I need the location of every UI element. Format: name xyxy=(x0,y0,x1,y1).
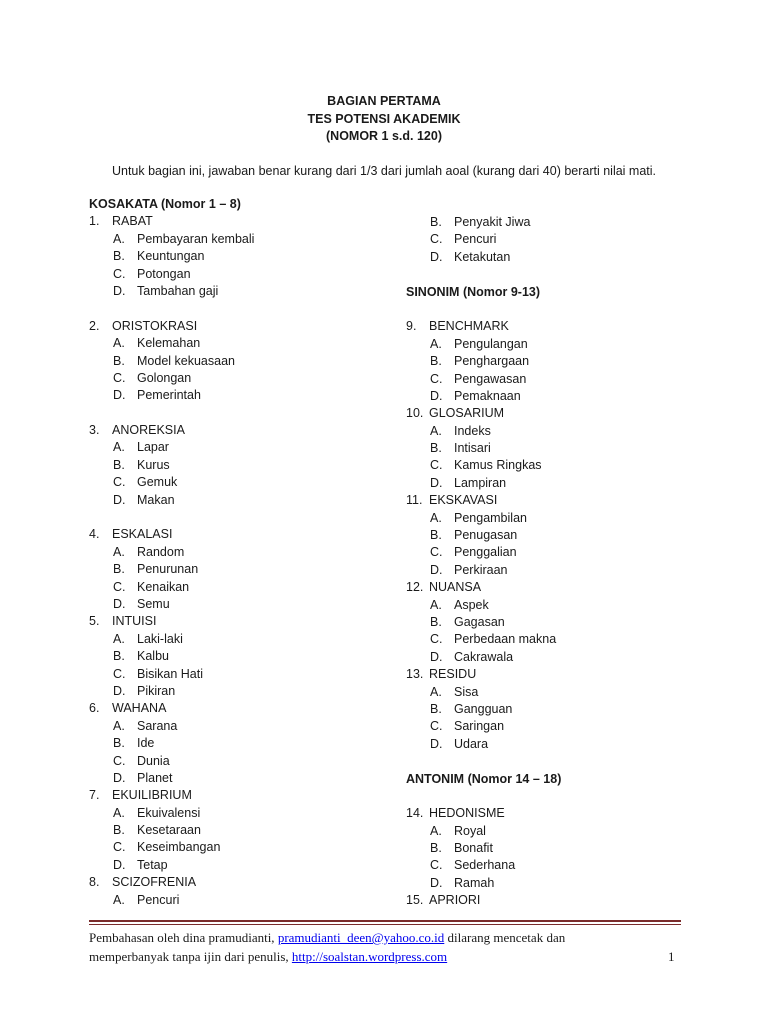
option-letter: D. xyxy=(430,388,443,403)
option-c xyxy=(406,457,706,474)
option-text: Random xyxy=(137,544,185,559)
spacer xyxy=(89,509,379,526)
spacer xyxy=(406,301,706,318)
option-letter: A. xyxy=(430,597,442,612)
option-text: Pemaknaan xyxy=(454,388,521,403)
option-b xyxy=(89,822,379,839)
option-text: Kalbu xyxy=(137,649,169,664)
question-number: 8. xyxy=(89,875,100,890)
header-line-1: BAGIAN PERTAMA xyxy=(327,94,441,108)
option-d xyxy=(89,492,379,509)
page-number: 1 xyxy=(668,949,675,964)
footer-text: dilarang mencetak dan xyxy=(444,930,566,945)
option-letter: B. xyxy=(113,353,125,368)
option-letter: B. xyxy=(430,354,442,369)
option-letter: B. xyxy=(430,528,442,543)
option-text: Kelemahan xyxy=(137,336,201,351)
question-4 xyxy=(89,526,379,613)
header-line-2: TES POTENSI AKADEMIK xyxy=(307,111,461,126)
option-text: Kenaikan xyxy=(137,579,190,594)
option-a xyxy=(406,684,706,701)
option-a xyxy=(406,510,706,527)
question-number: 12. xyxy=(406,580,424,595)
option-c xyxy=(406,231,706,248)
option-text: Sisa xyxy=(454,684,479,699)
option-a xyxy=(89,439,379,456)
option-letter: A. xyxy=(113,544,125,559)
footer-text: memperbanyak tanpa ijin dari penulis, xyxy=(89,949,292,964)
option-letter: B. xyxy=(430,841,442,856)
spacer xyxy=(406,266,706,283)
option-text: Pengawasan xyxy=(454,371,527,386)
option-letter: C. xyxy=(430,632,443,647)
footer-text: Pembahasan oleh dina pramudianti, xyxy=(89,930,278,945)
question-10 xyxy=(406,405,706,492)
question-13 xyxy=(406,666,706,753)
option-text: Royal xyxy=(454,823,486,838)
option-text: Kamus Ringkas xyxy=(454,458,542,473)
option-letter: D. xyxy=(430,875,443,890)
option-c xyxy=(89,266,379,283)
option-c xyxy=(406,544,706,561)
option-b xyxy=(406,840,706,857)
option-d xyxy=(406,388,706,405)
option-letter: D. xyxy=(430,249,443,264)
option-c xyxy=(89,579,379,596)
option-letter: B. xyxy=(113,457,125,472)
question-number: 9. xyxy=(406,319,417,334)
question-word: NUANSA xyxy=(429,580,482,595)
option-letter: C. xyxy=(113,579,126,594)
question-word: APRIORI xyxy=(429,893,481,908)
footer-divider-thin xyxy=(89,924,681,925)
question-number: 4. xyxy=(89,527,100,542)
option-letter: C. xyxy=(430,458,443,473)
option-text: Penyakit Jiwa xyxy=(454,215,531,229)
header-line-3: (NOMOR 1 s.d. 120) xyxy=(326,129,442,143)
option-letter: B. xyxy=(430,215,442,229)
question-number: 2. xyxy=(89,318,100,333)
option-d xyxy=(89,857,379,874)
question-8 xyxy=(89,874,379,909)
right-column xyxy=(406,214,706,910)
option-a xyxy=(89,718,379,735)
option-d xyxy=(89,283,379,300)
question-2 xyxy=(89,318,379,405)
option-text: Pemerintah xyxy=(137,388,201,403)
option-a xyxy=(89,335,379,352)
question-word: RABAT xyxy=(112,214,153,229)
option-c xyxy=(89,370,379,387)
question-word: HEDONISME xyxy=(429,806,505,821)
spacer xyxy=(89,300,379,317)
option-letter: A. xyxy=(430,336,442,351)
option-text: Pencuri xyxy=(454,232,497,247)
option-text: Keseimbangan xyxy=(137,840,221,855)
option-letter: A. xyxy=(430,423,442,438)
option-text: Model kekuasaan xyxy=(137,353,235,368)
option-letter: D. xyxy=(113,283,126,298)
question-word: ESKALASI xyxy=(112,527,173,542)
option-c xyxy=(89,839,379,856)
option-letter: A. xyxy=(113,805,125,820)
option-letter: D. xyxy=(113,492,126,507)
option-text: Cakrawala xyxy=(454,649,514,664)
spacer xyxy=(406,753,706,770)
option-c xyxy=(406,718,706,735)
option-text: Laki-laki xyxy=(137,631,183,646)
option-a xyxy=(406,423,706,440)
option-letter: D. xyxy=(430,649,443,664)
option-letter: A. xyxy=(113,440,125,455)
section-antonim: ANTONIM (Nomor 14 – 18) xyxy=(406,771,562,786)
question-number: 1. xyxy=(89,214,100,229)
question-word: EKUILIBRIUM xyxy=(112,788,192,803)
spacer xyxy=(406,788,706,805)
option-b xyxy=(406,214,706,231)
option-b xyxy=(89,735,379,752)
option-text: Tetap xyxy=(137,857,168,872)
left-column xyxy=(89,196,379,909)
question-word: INTUISI xyxy=(112,614,157,629)
option-letter: C. xyxy=(113,475,126,490)
option-a xyxy=(89,544,379,561)
section-kosakata: KOSAKATA (Nomor 1 – 8) xyxy=(89,197,241,211)
option-letter: B. xyxy=(113,736,125,751)
option-text: Perkiraan xyxy=(454,562,508,577)
option-b xyxy=(89,248,379,265)
option-letter: B. xyxy=(430,614,442,629)
option-text: Sederhana xyxy=(454,858,516,873)
option-letter: C. xyxy=(430,371,443,386)
option-text: Planet xyxy=(137,770,173,785)
option-letter: A. xyxy=(113,718,125,733)
question-word: GLOSARIUM xyxy=(429,406,505,421)
option-c xyxy=(89,474,379,491)
footer-email-link[interactable]: pramudianti_deen@yahoo.co.id xyxy=(277,930,445,945)
option-text: Golongan xyxy=(137,370,192,385)
option-text: Gagasan xyxy=(454,614,505,629)
option-letter: B. xyxy=(113,823,125,838)
option-text: Saringan xyxy=(454,719,505,734)
option-c xyxy=(406,371,706,388)
option-d xyxy=(406,562,706,579)
option-text: Penugasan xyxy=(454,528,518,543)
question-number: 6. xyxy=(89,701,100,716)
question-word: EKSKAVASI xyxy=(429,493,498,508)
option-d xyxy=(89,596,379,613)
option-d xyxy=(89,387,379,404)
option-b xyxy=(406,701,706,718)
option-c xyxy=(406,857,706,874)
option-c xyxy=(89,753,379,770)
option-letter: B. xyxy=(113,249,125,264)
question-14 xyxy=(406,805,706,892)
option-text: Semu xyxy=(137,596,170,611)
question-9 xyxy=(406,318,706,405)
option-letter: C. xyxy=(113,753,126,768)
option-a xyxy=(406,336,706,353)
option-letter: D. xyxy=(113,770,126,785)
option-text: Potongan xyxy=(137,266,191,281)
option-b xyxy=(89,353,379,370)
option-text: Ide xyxy=(137,736,155,751)
question-number: 3. xyxy=(89,423,100,438)
question-15 xyxy=(406,892,706,909)
option-a xyxy=(89,631,379,648)
option-letter: D. xyxy=(430,736,443,751)
spacer xyxy=(89,405,379,422)
option-text: Ketakutan xyxy=(454,249,511,264)
question-word: WAHANA xyxy=(112,701,167,716)
option-d xyxy=(89,770,379,787)
question-11 xyxy=(406,492,706,579)
question-number: 15. xyxy=(406,893,424,908)
option-letter: C. xyxy=(430,858,443,873)
option-text: Dunia xyxy=(137,753,170,768)
option-text: Pencuri xyxy=(137,892,180,907)
question-1 xyxy=(89,213,379,300)
question-word: RESIDU xyxy=(429,667,477,682)
option-text: Penggalian xyxy=(454,545,517,560)
option-text: Pengambilan xyxy=(454,510,527,525)
question-number: 14. xyxy=(406,806,424,821)
option-letter: A. xyxy=(430,823,442,838)
question-5 xyxy=(89,613,379,700)
question-word: BENCHMARK xyxy=(429,319,509,334)
option-letter: D. xyxy=(113,857,126,872)
option-letter: A. xyxy=(113,231,125,246)
option-a xyxy=(406,597,706,614)
option-b xyxy=(89,648,379,665)
option-letter: B. xyxy=(430,701,442,716)
option-text: Lampiran xyxy=(454,475,507,490)
question-word: ORISTOKRASI xyxy=(112,318,198,333)
option-text: Ramah xyxy=(454,875,495,890)
option-text: Kurus xyxy=(137,457,170,472)
question-word: SCIZOFRENIA xyxy=(112,875,197,890)
option-text: Tambahan gaji xyxy=(137,283,219,298)
option-d xyxy=(406,475,706,492)
option-letter: C. xyxy=(113,666,126,681)
option-letter: D. xyxy=(430,562,443,577)
question-number: 10. xyxy=(406,406,424,421)
option-d xyxy=(406,875,706,892)
option-text: Keuntungan xyxy=(137,249,205,264)
option-a xyxy=(89,805,379,822)
footer-line-2 xyxy=(89,947,689,966)
question-number: 7. xyxy=(89,788,100,803)
footer-line-1 xyxy=(89,928,689,947)
option-a xyxy=(89,892,379,909)
option-letter: C. xyxy=(113,840,126,855)
option-letter: A. xyxy=(430,684,442,699)
question-7 xyxy=(89,787,379,874)
footer-divider-thick xyxy=(89,920,681,922)
option-text: Bonafit xyxy=(454,841,493,856)
option-letter: D. xyxy=(113,683,126,698)
question-12 xyxy=(406,579,706,666)
option-b xyxy=(406,527,706,544)
option-text: Ekuivalensi xyxy=(137,805,201,820)
option-text: Gemuk xyxy=(137,475,178,490)
question-number: 13. xyxy=(406,667,424,682)
option-letter: A. xyxy=(430,510,442,525)
question-3 xyxy=(89,422,379,509)
question-6 xyxy=(89,700,379,787)
option-text: Bisikan Hati xyxy=(137,666,203,681)
option-text: Makan xyxy=(137,492,175,507)
option-text: Kesetaraan xyxy=(137,823,201,838)
intro-text: Untuk bagian ini, jawaban benar kurang dari 1/3 dari jumlah aoal (kurang dari 40) berarti nilai mati. xyxy=(111,164,657,178)
option-text: Perbedaan makna xyxy=(454,632,557,647)
option-text: Pembayaran kembali xyxy=(137,231,255,246)
option-letter: D. xyxy=(430,475,443,490)
option-letter: B. xyxy=(113,562,125,577)
option-d xyxy=(406,736,706,753)
option-letter: C. xyxy=(430,545,443,560)
option-b xyxy=(406,440,706,457)
option-letter: D. xyxy=(113,388,126,403)
question-word: ANOREKSIA xyxy=(112,423,185,438)
option-c xyxy=(89,666,379,683)
option-letter: A. xyxy=(113,336,125,351)
option-text: Sarana xyxy=(137,718,178,733)
option-text: Intisari xyxy=(454,441,491,456)
option-d xyxy=(89,683,379,700)
option-a xyxy=(89,231,379,248)
section-sinonim: SINONIM (Nomor 9-13) xyxy=(406,284,541,299)
option-b xyxy=(406,353,706,370)
option-text: Penurunan xyxy=(137,562,199,577)
option-text: Gangguan xyxy=(454,701,513,716)
option-text: Udara xyxy=(454,736,489,751)
option-c xyxy=(406,631,706,648)
option-d xyxy=(406,649,706,666)
option-b xyxy=(406,614,706,631)
option-letter: B. xyxy=(113,649,125,664)
option-letter: C. xyxy=(113,370,126,385)
option-b xyxy=(89,457,379,474)
question-number: 11. xyxy=(406,493,423,508)
option-letter: C. xyxy=(430,719,443,734)
option-letter: B. xyxy=(430,441,442,456)
document-header xyxy=(0,93,768,146)
option-letter: A. xyxy=(113,631,125,646)
option-text: Aspek xyxy=(454,597,489,612)
option-d xyxy=(406,249,706,266)
footer-blog-link[interactable]: http://soalstan.wordpress.com xyxy=(291,949,448,964)
option-text: Pengulangan xyxy=(454,336,528,351)
option-text: Lapar xyxy=(137,440,169,455)
option-text: Pikiran xyxy=(137,683,176,698)
option-text: Penghargaan xyxy=(454,354,530,369)
option-a xyxy=(406,823,706,840)
option-letter: D. xyxy=(113,596,126,611)
option-letter: C. xyxy=(430,232,443,247)
question-number: 5. xyxy=(89,614,100,629)
option-letter: C. xyxy=(113,266,126,281)
option-letter: A. xyxy=(113,892,125,907)
page-footer xyxy=(89,928,689,966)
option-text: Indeks xyxy=(454,423,491,438)
question-8-continued xyxy=(406,214,706,266)
option-b xyxy=(89,561,379,578)
